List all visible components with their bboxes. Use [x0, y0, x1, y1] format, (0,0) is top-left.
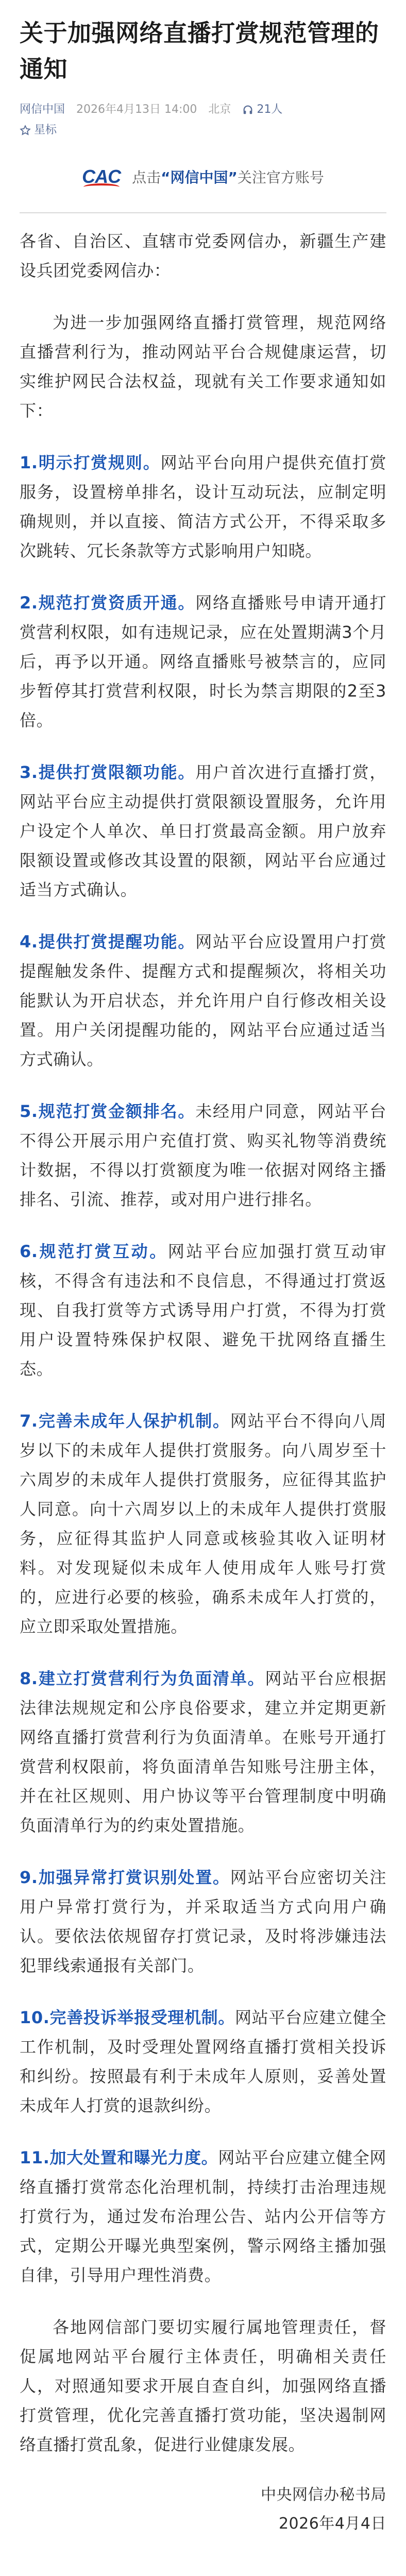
- clause-paragraph: [20, 1237, 386, 1384]
- intro-paragraph: 为进一步加强网络直播打赏管理，规范网络直播营利行为，推动网站平台合规健康运营，切实维护网民合法权益，现就有关工作要求通知如下：: [20, 312, 386, 420]
- follow-banner[interactable]: [20, 159, 386, 195]
- clause-paragraph: [20, 1664, 386, 1840]
- follow-account: “网信中国”: [161, 168, 238, 186]
- follow-prompt: [132, 166, 324, 187]
- clause-heading: 9.加强异常打赏识别处置。: [20, 1867, 230, 1887]
- clause-paragraph: [20, 1406, 386, 1641]
- signature-block: [20, 2482, 386, 2537]
- clause-heading: 5.规范打赏金额排名。: [20, 1101, 196, 1121]
- cac-logo: [82, 163, 120, 191]
- listen-button[interactable]: [242, 101, 282, 118]
- clause-text: 网站平台应加强打赏互动审核，不得含有违法和不良信息，不得通过打赏返现、自我打赏等方式诱导用户打赏，不得为打赏用户设置特殊保护权限、避免干扰网络直播生态。: [20, 1241, 386, 1379]
- clause-paragraph: [20, 1097, 386, 1214]
- clause-text: 未经用户同意，网站平台不得公开展示用户充值打赏、购买礼物等消费统计数据，不得以打赏额度为唯一依据对网络主播排名、引流、推荐，或对用户进行排名。: [20, 1101, 386, 1209]
- clause-text: 网站平台不得向八周岁以下的未成年人提供打赏服务。向八周岁至十六周岁的未成年人提供打赏服务，应征得其监护人同意。向十六周岁以上的未成年人提供打赏服务，应征得其监护人同意或核验其收入证明材料。对发现疑似未成年人使用成年人账号打赏的，应进行必要的核验，确系未成年人打赏的，应立即采取处置措施。: [20, 1411, 386, 1636]
- clause-heading: 7.完善未成年人保护机制。: [20, 1411, 230, 1431]
- star-icon: [20, 125, 31, 136]
- banner-divider: [20, 212, 386, 213]
- star-button[interactable]: [20, 122, 386, 139]
- clause-paragraph: [20, 2003, 386, 2121]
- article-body: [20, 227, 386, 2460]
- clause-paragraph: [20, 927, 386, 1074]
- headphones-icon: [242, 104, 253, 115]
- star-label: 星标: [34, 123, 57, 137]
- clause-paragraph: [20, 588, 386, 735]
- clause-heading: 1.明示打赏规则。: [20, 452, 161, 472]
- clause-paragraph: [20, 758, 386, 905]
- logo-swoosh: [83, 183, 120, 191]
- follow-prefix: 点击: [132, 168, 161, 186]
- signature-org: 中央网信办秘书局: [261, 2485, 386, 2504]
- clause-heading: 4.提供打赏提醒功能。: [20, 931, 196, 952]
- publish-datetime: 2026年4月13日 14:00: [76, 103, 197, 116]
- clause-heading: 10.完善投诉举报受理机制。: [20, 2007, 235, 2027]
- clause-heading: 8.建立打赏营利行为负面清单。: [20, 1668, 265, 1688]
- clause-text: 网站平台应建立健全工作机制，及时受理处置网络直播打赏相关投诉和纠纷。按照最有利于未成年人原则，妥善处置未成年人打赏的退款纠纷。: [20, 2007, 387, 2115]
- clause-text: 网站平台应设置用户打赏提醒触发条件、提醒方式和提醒频次，将相关功能默认为开启状态，并允许用户自行修改相关设置。用户关闭提醒功能的，网站平台应通过适当方式确认。: [20, 931, 386, 1069]
- clause-heading: 3.提供打赏限额功能。: [20, 762, 196, 782]
- clause-paragraph: [20, 448, 386, 566]
- account-name-link[interactable]: 网信中国: [20, 103, 65, 116]
- clause-heading: 11.加大处置和曝光力度。: [20, 2147, 218, 2167]
- salutation: 各省、自治区、直辖市党委网信办，新疆生产建设兵团党委网信办：: [20, 231, 386, 280]
- clause-paragraph: [20, 1863, 386, 1980]
- publish-location: 北京: [208, 103, 231, 116]
- clause-heading: 2.规范打赏资质开通。: [20, 592, 196, 613]
- clause-heading: 6.规范打赏互动。: [20, 1241, 168, 1261]
- listen-count: 21人: [257, 103, 283, 116]
- clause-text: 网站平台应根据法律法规规定和公序良俗要求，建立并定期更新网络直播打赏营利行为负面清单。在账号开通打赏营利权限前，将负面清单告知账号注册主体，并在社区规则、用户协议等平台管理制度中明确负面清单行为的约束处置措施。: [20, 1668, 386, 1835]
- article-meta: [20, 101, 386, 118]
- clause-text: 用户首次进行直播打赏，网站平台应主动提供打赏限额设置服务，允许用户设定个人单次、单日打赏最高金额。用户放弃限额设置或修改其设置的限额，网站平台应通过适当方式确认。: [20, 762, 386, 900]
- follow-suffix: 关注官方账号: [237, 168, 324, 186]
- closing-paragraph: 各地网信部门要切实履行属地管理责任，督促属地网站平台履行主体责任，明确相关责任人，对照通知要求开展自查自纠，加强网络直播打赏管理，优化完善直播打赏功能，坚决遏制网络直播打赏乱象，促进行业健康发展。: [20, 2317, 386, 2454]
- signature-date: 2026年4月4日: [278, 2514, 386, 2533]
- clause-text: 网站平台应建立健全网络直播打赏常态化治理机制，持续打击治理违规打赏行为，通过发布治理公告、站内公开信等方式，定期公开曝光典型案例，警示网络主播加强自律，引导用户理性消费。: [20, 2147, 386, 2285]
- article-title: 关于加强网络直播打赏规范管理的通知: [20, 19, 379, 83]
- cac-logo-text: CAC: [82, 165, 121, 187]
- clause-text: 网站平台应密切关注用户异常打赏行为，并采取适当方式向用户确认。要依法依规留存打赏记录，及时将涉嫌违法犯罪线索通报有关部门。: [20, 1867, 386, 1975]
- clause-text: 网络直播账号申请开通打赏营利权限，如有违规记录，应在处置期满3个月后，再予以开通。网络直播账号被禁言的，应同步暂停其打赏营利权限，时长为禁言期限的2至3倍。: [20, 592, 386, 730]
- clause-text: 网站平台向用户提供充值打赏服务，设置榜单排名，设计互动玩法，应制定明确规则，并以直接、简洁方式公开，不得采取多次跳转、冗长条款等方式影响用户知晓。: [20, 452, 386, 561]
- clause-paragraph: [20, 2143, 386, 2290]
